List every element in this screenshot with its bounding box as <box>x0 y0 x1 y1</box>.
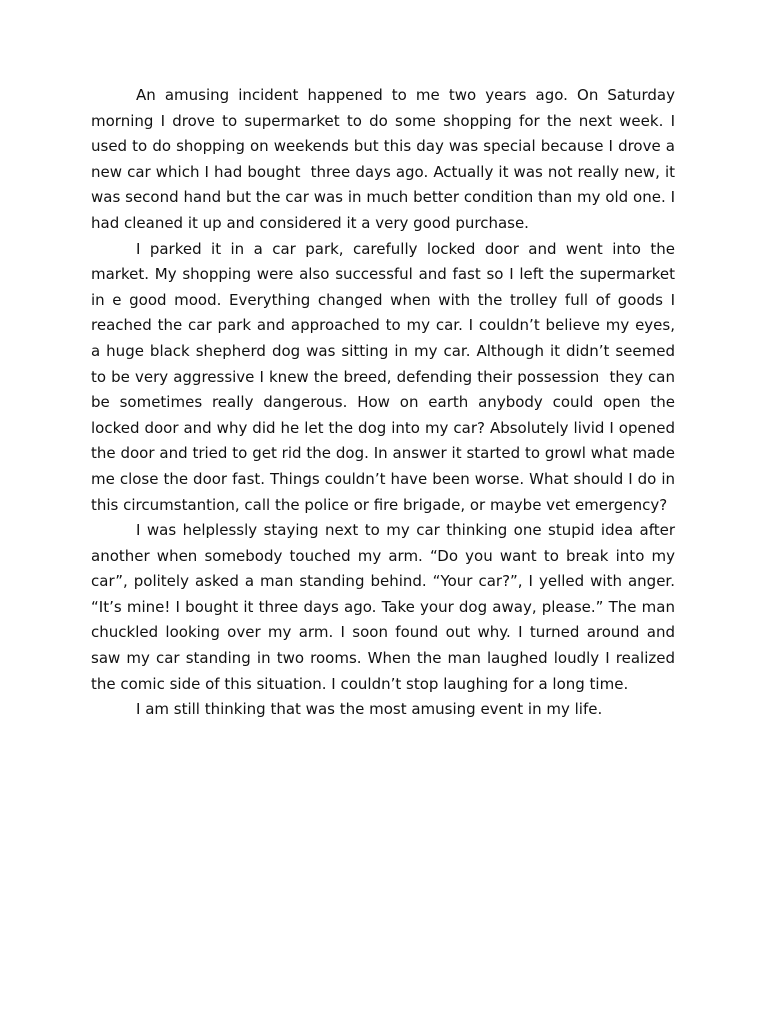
paragraph-2: I parked it in a car park, carefully locked door and went into the market. My shopping were also successful and fast so I left the supermarket in e good mood. Everything changed when with the trolley full of goods I reached the car park and approached to my car. I couldn’t believe my eyes, a huge black shepherd dog was sitting in my car. Although it didn’t seemed to be very aggressive I knew the breed, defending their possession they can be sometimes really dangerous. How on earth anybody could open the locked door and why did he let the dog into my car? Absolutely livid I opened the door and tried to get rid the dog. In answer it started to growl what made me close the door fast. Things couldn’t have been worse. What should I do in this circumstantion, call the police or fire brigade, or maybe vet emergency? <box>91 239 680 514</box>
document-body <box>91 83 680 723</box>
paragraph-4: I am still thinking that was the most amusing event in my life. <box>136 700 603 719</box>
paragraph-3: I was helplessly staying next to my car thinking one stupid idea after another when somebody touched my arm. “Do you want to break into my car”, politely asked a man standing behind. “Your car?”, I yelled with anger. “It’s mine! I bought it three days ago. Take your dog away, please.” The man chuckled looking over my arm. I soon found out why. I turned around and saw my car standing in two rooms. When the man laughed loudly I realized the comic side of this situation. I couldn’t stop laughing for a long time. <box>91 521 680 693</box>
paragraph-1: An amusing incident happened to me two years ago. On Saturday morning I drove to supermarket to do some shopping for the next week. I used to do shopping on weekends but this day was special because I drove a new car which I had bought three days ago. Actually it was not really new, it was second hand but the car was in much better condition than my old one. I had cleaned it up and considered it a very good purchase. <box>91 86 680 232</box>
